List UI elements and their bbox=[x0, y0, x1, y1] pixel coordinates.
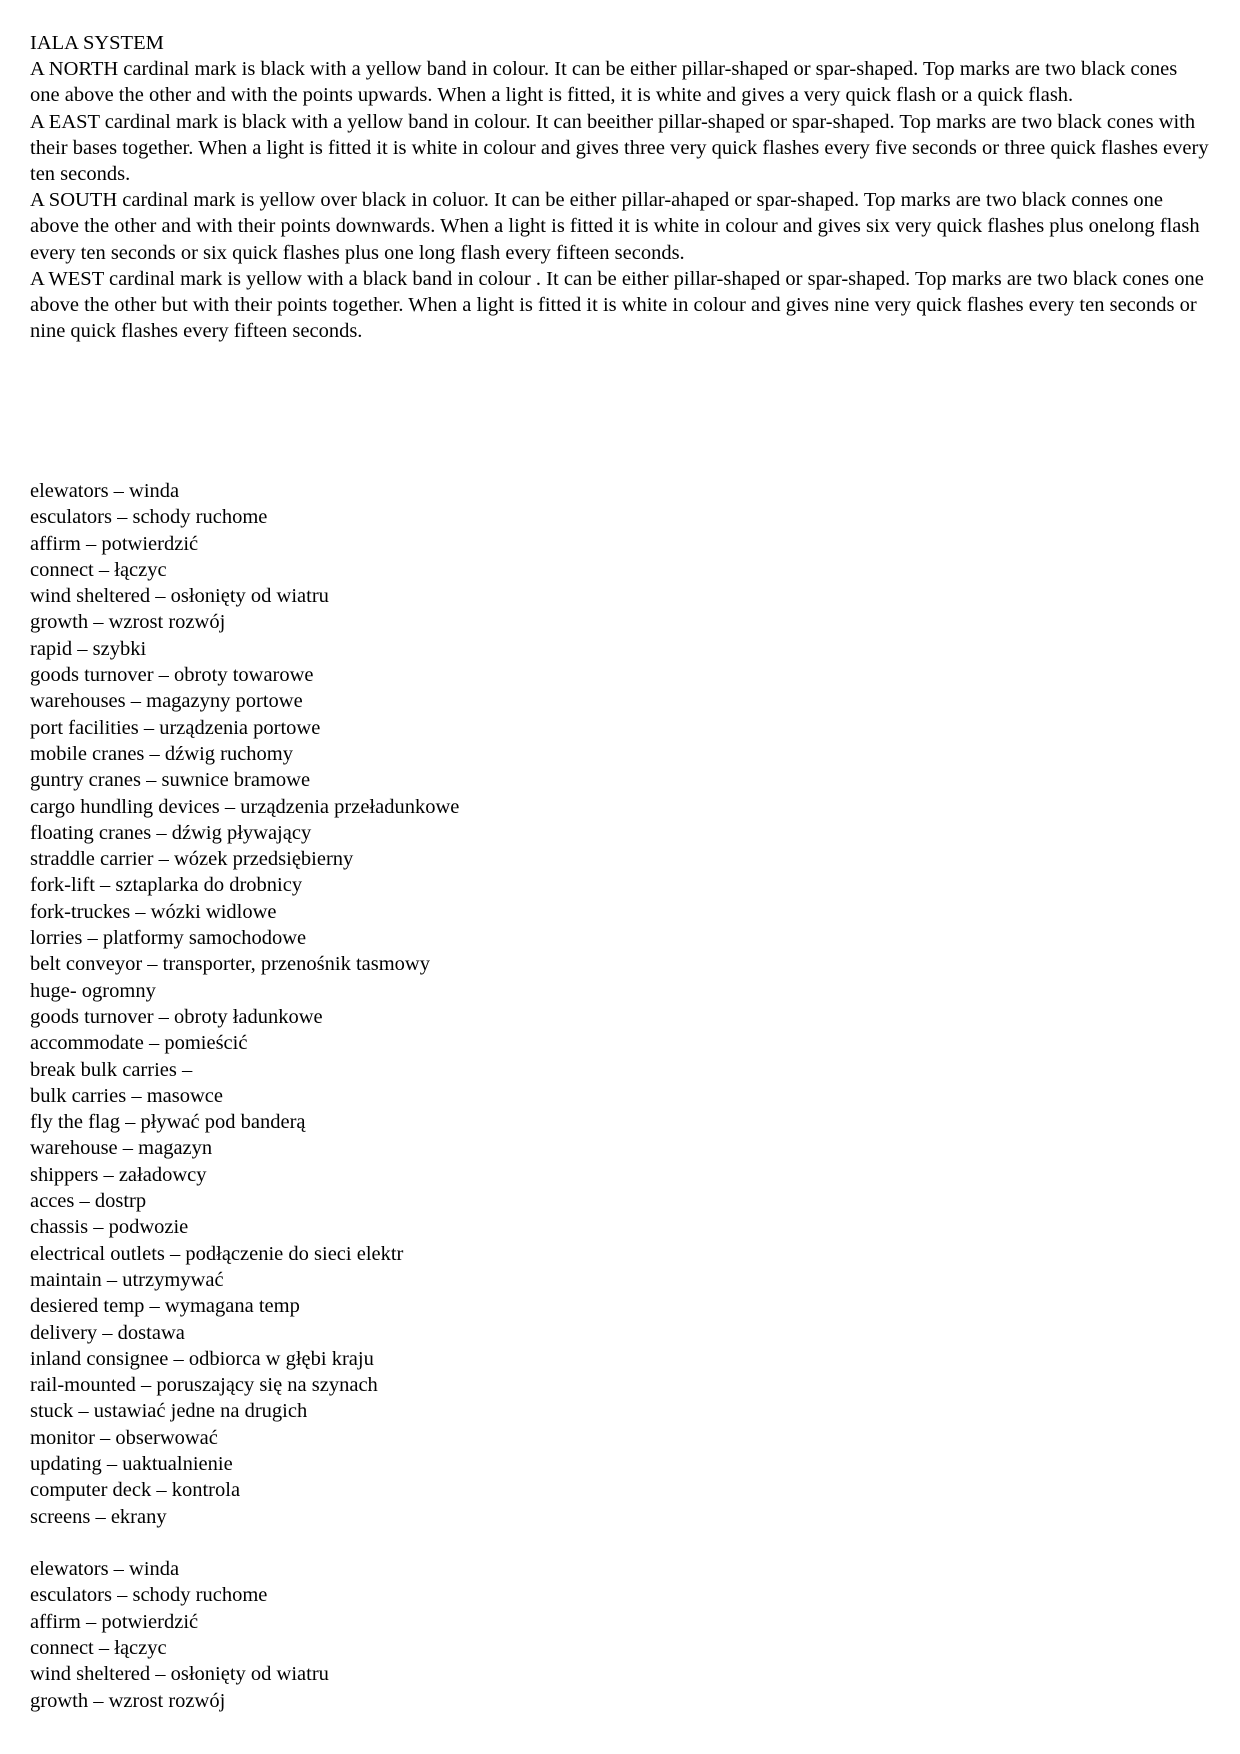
vocab-item: floating cranes – dźwig pływający bbox=[30, 821, 312, 844]
vocab-item: desiered temp – wymagana temp bbox=[30, 1295, 300, 1318]
vocab-item: straddle carrier – wózek przedsiębierny bbox=[30, 848, 354, 871]
vocab-item: screens – ekrany bbox=[30, 1505, 167, 1528]
vocab-item: goods turnover – obroty towarowe bbox=[30, 664, 314, 687]
vocab-item: goods turnover – obroty ładunkowe bbox=[30, 1005, 323, 1028]
vocab-item: updating – uaktualnienie bbox=[30, 1452, 233, 1475]
vocab-item: huge- ogromny bbox=[30, 979, 156, 1002]
vocab-item: electrical outlets – podłączenie do sieci elektr bbox=[30, 1242, 404, 1265]
vocab-item: guntry cranes – suwnice bramowe bbox=[30, 769, 311, 792]
vocab-item: connect – łączyc bbox=[30, 558, 167, 581]
blank-line bbox=[30, 1530, 930, 1556]
vocab-item: accommodate – pomieścić bbox=[30, 1032, 248, 1055]
vocab-item: maintain – utrzymywać bbox=[30, 1268, 224, 1291]
document-title: IALA SYSTEM bbox=[30, 32, 164, 54]
vocab-item: growth – wzrost rozwój bbox=[30, 1689, 226, 1712]
vocab-item: fork-lift – sztaplarka do drobnicy bbox=[30, 874, 303, 897]
vocab-item: port facilities – urządzenia portowe bbox=[30, 716, 321, 739]
vocab-item: esculators – schody ruchome bbox=[30, 1584, 268, 1607]
vocab-item: elewators – winda bbox=[30, 480, 180, 502]
vocab-item: wind sheltered – osłonięty od wiatru bbox=[30, 1663, 329, 1686]
vocab-item: inland consignee – odbiorca w głębi kraju bbox=[30, 1347, 374, 1370]
vocab-item: bulk carries – masowce bbox=[30, 1084, 223, 1107]
vocab-item: break bulk carries – bbox=[30, 1058, 193, 1081]
vocabulary-list bbox=[30, 478, 930, 1714]
vocab-item: warehouses – magazyny portowe bbox=[30, 690, 303, 713]
vocab-item: chassis – podwozie bbox=[30, 1216, 189, 1239]
vocab-item: affirm – potwierdzić bbox=[30, 1610, 199, 1633]
vocab-item: cargo hundling devices – urządzenia przeładunkowe bbox=[30, 795, 460, 818]
paragraph-south: A SOUTH cardinal mark is yellow over black in coluor. It can be either pillar-ahaped or spar-shaped. Top marks are two black connes one above the other and with their points downwards. When a light is fitted it is white in colour and gives six very quick flashes plus onelong flash every ten seconds or six quick flashes plus one long flash every fifteen seconds. bbox=[30, 189, 1200, 264]
vocab-item: affirm – potwierdzić bbox=[30, 532, 199, 555]
vocab-item: fly the flag – pływać pod banderą bbox=[30, 1111, 306, 1134]
vocab-item: stuck – ustawiać jedne na drugich bbox=[30, 1400, 308, 1423]
paragraph-west: A WEST cardinal mark is yellow with a black band in colour . It can be either pillar-shaped or spar-shaped. Top marks are two black cones one above the other but with their points together. When a light is fitted it is white in colour and gives nine very quick flashes every ten seconds or nine quick flashes every fifteen seconds. bbox=[30, 267, 1204, 343]
paragraph-east: A EAST cardinal mark is black with a yellow band in colour. It can beeither pillar-shaped or spar-shaped. Top marks are two black cones with their bases together. When a light is fitted it is white in colour and gives three very quick flashes every five seconds or three quick flashes every ten seconds. bbox=[30, 110, 1209, 186]
vocab-item: elewators – winda bbox=[30, 1558, 180, 1581]
vocab-item: growth – wzrost rozwój bbox=[30, 611, 226, 634]
vocab-item: mobile cranes – dźwig ruchomy bbox=[30, 742, 294, 765]
vocab-item: rail-mounted – poruszający się na szynach bbox=[30, 1374, 378, 1397]
iala-section bbox=[30, 30, 1210, 344]
vocab-item: lorries – platformy samochodowe bbox=[30, 927, 307, 950]
vocab-item: wind sheltered – osłonięty od wiatru bbox=[30, 585, 329, 608]
vocab-item: acces – dostrp bbox=[30, 1190, 147, 1213]
vocab-item: belt conveyor – transporter, przenośnik tasmowy bbox=[30, 953, 430, 976]
vocab-item: monitor – obserwować bbox=[30, 1426, 218, 1449]
paragraph-north: A NORTH cardinal mark is black with a yellow band in colour. It can be either pillar-shaped or spar-shaped. Top marks are two black cones one above the other and with the points upwards. When a light is fitted, it is white and gives a very quick flash or a quick flash. bbox=[30, 58, 1178, 107]
vocab-item: delivery – dostawa bbox=[30, 1321, 185, 1344]
vocab-item: computer deck – kontrola bbox=[30, 1479, 241, 1502]
vocab-item: shippers – załadowcy bbox=[30, 1163, 207, 1186]
vocab-item: fork-truckes – wózki widlowe bbox=[30, 900, 277, 923]
vocab-item: esculators – schody ruchome bbox=[30, 506, 268, 529]
vocab-item: connect – łączyc bbox=[30, 1637, 167, 1660]
vocab-item: rapid – szybki bbox=[30, 637, 147, 660]
vocab-item: warehouse – magazyn bbox=[30, 1137, 213, 1160]
